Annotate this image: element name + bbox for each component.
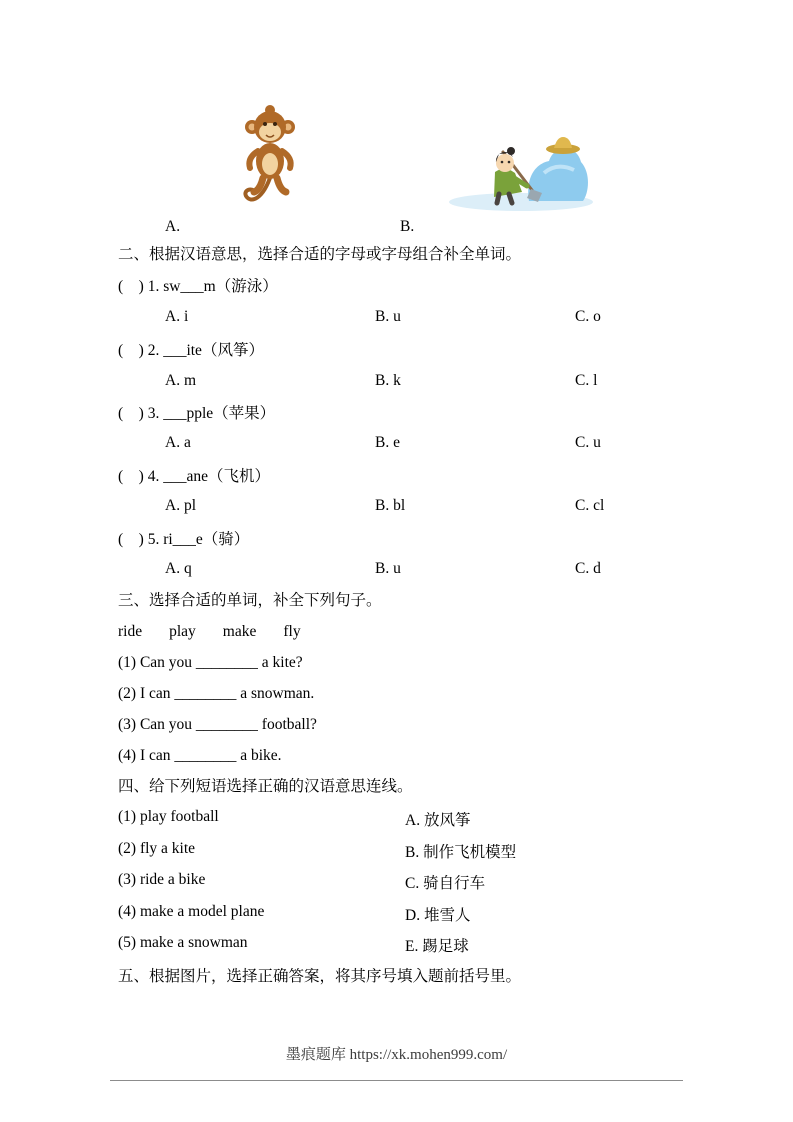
q4-option-a: A. pl — [165, 497, 196, 514]
match-pair-3 — [0, 871, 793, 893]
match-right-5: E. 踢足球 — [405, 938, 469, 955]
q1-stem: ( ) 1. sw___m（游泳） — [118, 278, 278, 295]
q4-stem: ( ) 4. ___ane（飞机） — [118, 468, 270, 485]
monkey-icon — [233, 103, 308, 213]
match-left-1: (1) play football — [118, 808, 219, 825]
q3-options — [0, 434, 793, 456]
q5-options — [0, 560, 793, 582]
q5-option-a: A. q — [165, 560, 192, 577]
section-three-title: 三、选择合适的单词，补全下列句子。 — [118, 592, 382, 609]
word-bank-ride: ride — [118, 623, 143, 640]
child-snowman-icon — [443, 131, 595, 213]
word-bank — [118, 621, 301, 643]
match-left-4: (4) make a model plane — [118, 903, 265, 920]
q4-option-b: B. bl — [375, 497, 406, 514]
q3-option-c: C. u — [575, 434, 601, 451]
match-pair-2 — [0, 840, 793, 862]
q3-option-a: A. a — [165, 434, 191, 451]
match-right-1: A. 放风筝 — [405, 812, 471, 829]
q5-option-b: B. u — [375, 560, 401, 577]
q1-option-c: C. o — [575, 308, 601, 325]
match-right-3: C. 骑自行车 — [405, 875, 486, 892]
q2-option-a: A. m — [165, 372, 196, 389]
section-four-title: 四、给下列短语选择正确的汉语意思连线。 — [118, 778, 413, 795]
match-left-2: (2) fly a kite — [118, 840, 196, 857]
q1-options — [0, 308, 793, 330]
fill-sentence-3: (3) Can you ________ football? — [118, 716, 317, 733]
match-right-2: B. 制作飞机模型 — [405, 844, 517, 861]
word-bank-play: play — [169, 623, 196, 640]
section-five-title: 五、根据图片，选择正确答案，将其序号填入题前括号里。 — [118, 968, 522, 985]
q2-options — [0, 372, 793, 394]
q4-option-c: C. cl — [575, 497, 605, 514]
q5-stem: ( ) 5. ri___e（骑） — [118, 531, 250, 548]
word-bank-fly: fly — [283, 623, 301, 640]
q3-option-b: B. e — [375, 434, 400, 451]
q4-options — [0, 497, 793, 519]
word-bank-make: make — [222, 623, 257, 640]
q1-option-a: A. i — [165, 308, 189, 325]
footer-divider — [110, 1080, 683, 1081]
q2-stem: ( ) 2. ___ite（风筝） — [118, 342, 264, 359]
match-left-5: (5) make a snowman — [118, 934, 248, 951]
fill-sentence-4: (4) I can ________ a bike. — [118, 747, 282, 764]
q2-option-c: C. l — [575, 372, 598, 389]
q3-stem: ( ) 3. ___pple（苹果） — [118, 405, 276, 422]
match-pair-4 — [0, 903, 793, 925]
fill-sentence-1: (1) Can you ________ a kite? — [118, 654, 303, 671]
picture-a-label: A. — [165, 218, 181, 235]
section-two-title: 二、根据汉语意思，选择合适的字母或字母组合补全单词。 — [118, 246, 522, 263]
q5-option-c: C. d — [575, 560, 601, 577]
footer-site-text: 墨痕题库 https://xk.mohen999.com/ — [285, 1047, 508, 1063]
q1-option-b: B. u — [375, 308, 401, 325]
match-right-4: D. 堆雪人 — [405, 907, 471, 924]
q2-option-b: B. k — [375, 372, 401, 389]
match-pair-1 — [0, 808, 793, 830]
fill-sentence-2: (2) I can ________ a snowman. — [118, 685, 315, 702]
match-left-3: (3) ride a bike — [118, 871, 206, 888]
picture-b-label: B. — [400, 218, 415, 235]
match-pair-5 — [0, 934, 793, 956]
